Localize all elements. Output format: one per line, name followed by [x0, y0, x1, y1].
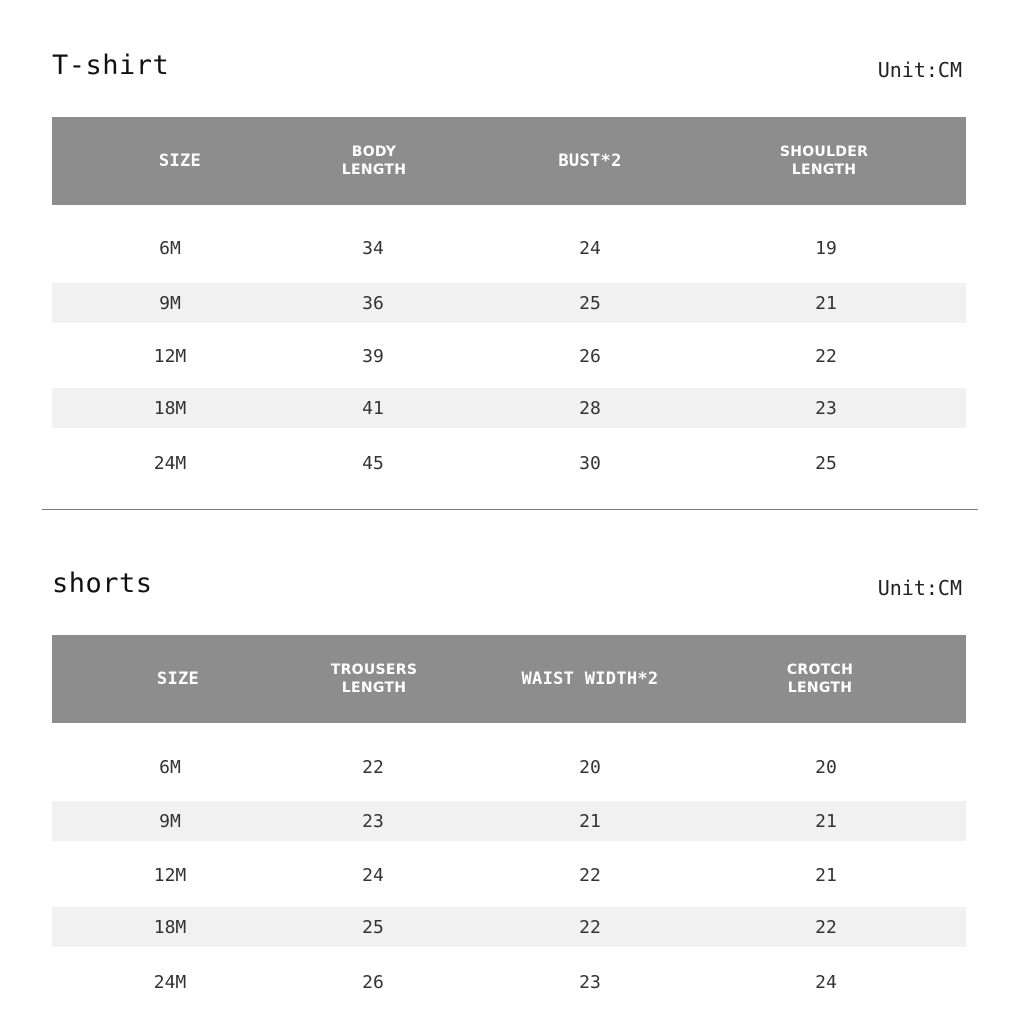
cell-value: 23	[362, 810, 384, 832]
header-size: SIZE	[158, 151, 202, 171]
header-shoulder-length: SHOULDER LENGTH	[779, 144, 869, 178]
header-crotch-length: CROTCH LENGTH	[786, 662, 854, 696]
cell-size: 6M	[159, 237, 181, 259]
cell-value: 24	[815, 971, 837, 993]
cell-size: 24M	[153, 452, 187, 474]
cell-value: 39	[362, 345, 384, 367]
cell-size: 12M	[153, 345, 187, 367]
unit-label: Unit:CM	[877, 576, 962, 600]
cell-value: 21	[579, 810, 601, 832]
cell-size: 24M	[153, 971, 187, 993]
cell-value: 22	[579, 916, 601, 938]
table-header	[52, 117, 966, 205]
table-row	[52, 283, 966, 323]
cell-value: 26	[362, 971, 384, 993]
table-row	[52, 443, 966, 483]
cell-value: 20	[579, 756, 601, 778]
cell-size: 9M	[159, 292, 181, 314]
table-header	[52, 635, 966, 723]
cell-value: 24	[579, 237, 601, 259]
table-row	[52, 855, 966, 895]
header-trousers-length: TROUSERS LENGTH	[330, 662, 418, 696]
cell-value: 45	[362, 452, 384, 474]
cell-value: 25	[362, 916, 384, 938]
header-waist-width: WAIST WIDTH*2	[521, 669, 659, 689]
table-row	[52, 228, 966, 268]
cell-value: 21	[815, 864, 837, 886]
cell-value: 23	[579, 971, 601, 993]
cell-value: 28	[579, 397, 601, 419]
table-row	[52, 907, 966, 947]
table-row	[52, 336, 966, 376]
table-title: shorts	[52, 568, 153, 599]
cell-size: 12M	[153, 864, 187, 886]
cell-value: 36	[362, 292, 384, 314]
cell-value: 25	[579, 292, 601, 314]
header-size: SIZE	[156, 669, 200, 689]
unit-label: Unit:CM	[877, 58, 962, 82]
table-row	[52, 388, 966, 428]
cell-value: 19	[815, 237, 837, 259]
cell-value: 24	[362, 864, 384, 886]
cell-value: 23	[815, 397, 837, 419]
cell-value: 34	[362, 237, 384, 259]
cell-value: 22	[579, 864, 601, 886]
cell-value: 26	[579, 345, 601, 367]
table-row	[52, 747, 966, 787]
table-row	[52, 801, 966, 841]
cell-value: 25	[815, 452, 837, 474]
cell-size: 18M	[153, 397, 187, 419]
cell-size: 9M	[159, 810, 181, 832]
cell-value: 22	[815, 916, 837, 938]
cell-value: 22	[362, 756, 384, 778]
table-title: T-shirt	[52, 50, 170, 81]
cell-value: 21	[815, 810, 837, 832]
table-row	[52, 962, 966, 1002]
header-bust: BUST*2	[558, 151, 622, 171]
cell-value: 30	[579, 452, 601, 474]
cell-value: 21	[815, 292, 837, 314]
cell-size: 6M	[159, 756, 181, 778]
cell-value: 20	[815, 756, 837, 778]
header-body-length: BODY LENGTH	[341, 144, 407, 178]
cell-value: 41	[362, 397, 384, 419]
cell-size: 18M	[153, 916, 187, 938]
cell-value: 22	[815, 345, 837, 367]
section-divider	[42, 509, 978, 510]
